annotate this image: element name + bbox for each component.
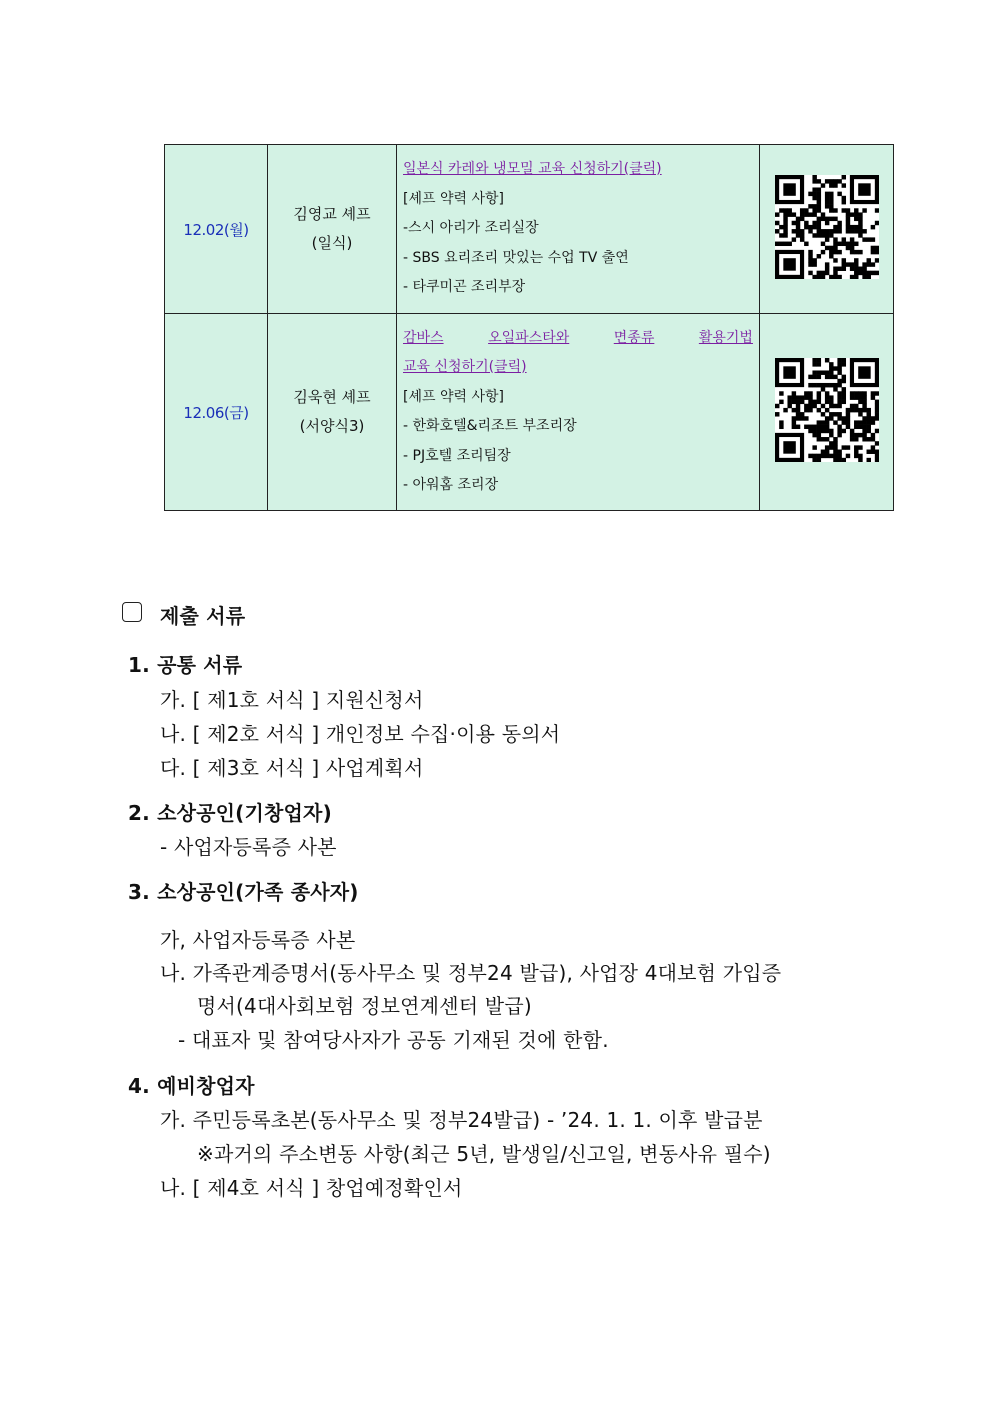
qr-cell <box>760 314 894 511</box>
chef-cell <box>268 314 397 511</box>
chef-category: (서양식3) <box>299 417 365 435</box>
date-cell: 12.06(금) <box>165 314 268 511</box>
chef-category: (일식) <box>311 234 353 252</box>
chef-name: 김영교 셰프 <box>293 204 371 223</box>
section-heading: 제출 서류 <box>160 604 246 628</box>
link-word[interactable]: 면종류 <box>613 329 655 346</box>
subsection-title: 3. 소상공인(가족 종사자) <box>128 880 359 904</box>
link-word[interactable]: 오일파스타와 <box>488 329 570 346</box>
subsection-title: 2. 소상공인(기창업자) <box>128 801 332 825</box>
career-title: [셰프 약력 사항] <box>403 388 504 405</box>
description-cell <box>397 314 760 511</box>
career-item: - SBS 요리조리 맛있는 수업 TV 출연 <box>403 249 629 266</box>
career-item: - 아워홈 조리장 <box>403 477 499 493</box>
list-item: 가, 사업자등록증 사본 <box>160 928 356 952</box>
list-item: 다. [ 제3호 서식 ] 사업계획서 <box>160 756 424 780</box>
link-word[interactable]: 감바스 <box>403 329 444 346</box>
list-item: 나. [ 제4호 서식 ] 창업예정확인서 <box>160 1176 463 1200</box>
career-item: - 한화호텔&리조트 부조리장 <box>403 418 577 434</box>
qr-code-icon[interactable] <box>775 358 879 462</box>
link-word[interactable]: 활용기법 <box>698 329 753 346</box>
career-item: - 타쿠미곤 조리부장 <box>403 279 526 296</box>
subsection-title: 4. 예비창업자 <box>128 1074 255 1098</box>
checkbox-icon <box>122 602 142 622</box>
list-item: - 대표자 및 참여당사자가 공동 기재된 것에 한함. <box>178 1028 609 1052</box>
qr-code-icon[interactable] <box>775 175 879 279</box>
list-item: ※과거의 주소변동 사항(최근 5년, 발생일/신고일, 변동사유 필수) <box>197 1142 771 1166</box>
career-title: [셰프 약력 사항] <box>403 190 504 207</box>
qr-cell <box>760 145 894 314</box>
chef-name: 김욱현 셰프 <box>293 387 371 406</box>
date-cell: 12.02(월) <box>165 145 268 314</box>
table-row <box>165 314 894 511</box>
list-item: 나. [ 제2호 서식 ] 개인정보 수집·이용 동의서 <box>160 722 561 746</box>
list-item: 가. [ 제1호 서식 ] 지원신청서 <box>160 688 424 712</box>
schedule-table <box>164 144 894 511</box>
table-row <box>165 145 894 314</box>
career-item: -스시 아리가 조리실장 <box>403 220 539 237</box>
list-item: 명서(4대사회보험 정보연계센터 발급) <box>197 994 532 1018</box>
career-item: - PJ호텔 조리팀장 <box>403 447 511 464</box>
course-signup-link[interactable] <box>403 324 753 354</box>
course-signup-link[interactable]: 일본식 카레와 냉모밀 교육 신청하기(클릭) <box>403 161 662 178</box>
list-item: 나. 가족관계증명서(동사무소 및 정부24 발급), 사업장 4대보험 가입증 <box>160 961 782 985</box>
list-item: - 사업자등록증 사본 <box>160 835 337 859</box>
list-item: 가. 주민등록초본(동사무소 및 정부24발급) - ’24. 1. 1. 이후 발급분 <box>160 1108 763 1132</box>
subsection-title: 1. 공통 서류 <box>128 653 243 677</box>
chef-cell <box>268 145 397 314</box>
description-cell <box>397 145 760 314</box>
course-signup-link-line2[interactable]: 교육 신청하기(클릭) <box>403 359 527 375</box>
